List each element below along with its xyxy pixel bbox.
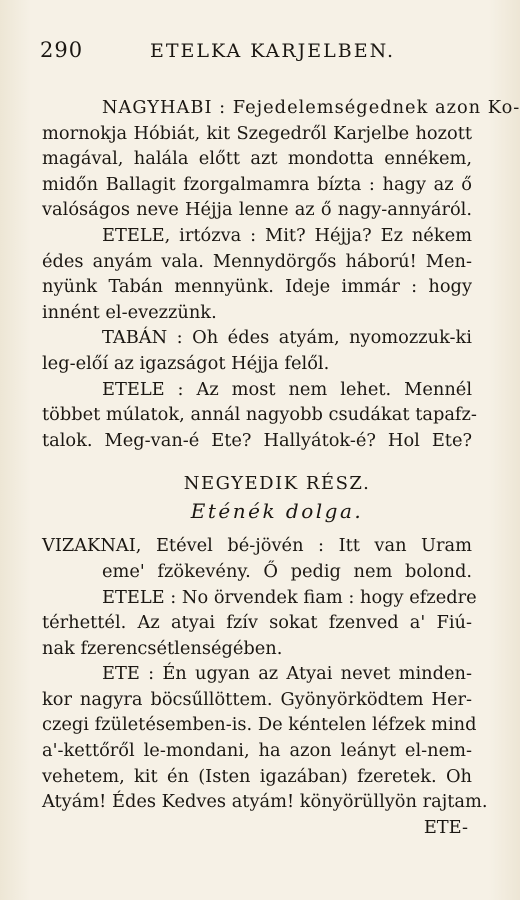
text-line: czegi fzületésemben-is. De kéntelen léfzek mind xyxy=(42,714,477,736)
text-line: valóságos neve Héjja lenne az ő nagy-annyáról. xyxy=(42,199,472,221)
page-header xyxy=(40,38,480,68)
text-line: nak fzerencsétlenségében. xyxy=(42,637,283,659)
text-line: nyünk Tabán mennyünk. Ideje immár : hogy xyxy=(42,276,472,298)
text-line: midőn Ballagit fzorgalmamra bízta : hagy az ő xyxy=(42,173,472,195)
text-line: NAGYHABI : Fejedelemségednek azon Ko- xyxy=(102,97,520,118)
text-line: többet múlatok, annál nagyobb csudákat tapafz- xyxy=(42,404,477,426)
text-line: magával, halála előtt azt mondotta ennékem, xyxy=(42,148,472,170)
text-line: vehetem, kit én (Isten igazában) fzeretek. Oh xyxy=(42,765,472,787)
text-line: édes anyám vala. Mennydörgős háború! Men- xyxy=(42,250,472,272)
text-line: Atyám! Édes Kedves atyám! könyörüllyön rajtam. xyxy=(42,791,488,813)
text-line: eme' fzökevény. Ő pedig nem bolond. xyxy=(102,560,472,582)
text-line: TABÁN : Oh édes atyám, nyomozzuk-ki xyxy=(102,327,472,349)
text-line: a'-kettőről le-mondani, ha azon leányt el-nem- xyxy=(42,740,472,762)
running-title: ETELKA KARJELBEN. xyxy=(150,40,396,62)
text-line: kor nagyra böcsűllöttem. Gyönyörködtem Her- xyxy=(42,688,472,710)
text-line: ETELE : Az most nem lehet. Mennél xyxy=(102,378,472,400)
page-number: 290 xyxy=(40,38,84,62)
section-title: NEGYEDIK RÉSZ. xyxy=(183,473,371,495)
catchword: ETE- xyxy=(423,816,468,838)
text-line: leg-előí az igazságot Héjja felől. xyxy=(42,352,330,374)
text-line: innént el-evezzünk. xyxy=(42,301,217,323)
text-line: talok. Meg-van-é Ete? Hallyátok-é? Hol Ete? xyxy=(42,429,472,451)
text-line: VIZAKNAI, Etével bé-jövén : Itt van Uram xyxy=(42,535,472,557)
page-body xyxy=(42,95,520,840)
text-line: ETE : Én ugyan az Atyai nevet minden- xyxy=(102,663,472,685)
text-line: térhettél. Az atyai fzív sokat fzenved a' Fiú- xyxy=(42,612,472,634)
text-line: mornokja Hóbiát, kit Szegedről Karjelbe hozott xyxy=(42,122,472,144)
text-line: ETELE : No örvendek fiam : hogy efzedre xyxy=(102,586,477,608)
text-line: ETELE, irtózva : Mit? Héjja? Ez nékem xyxy=(102,224,472,246)
scene-title: Eténék dolga. xyxy=(190,499,364,524)
